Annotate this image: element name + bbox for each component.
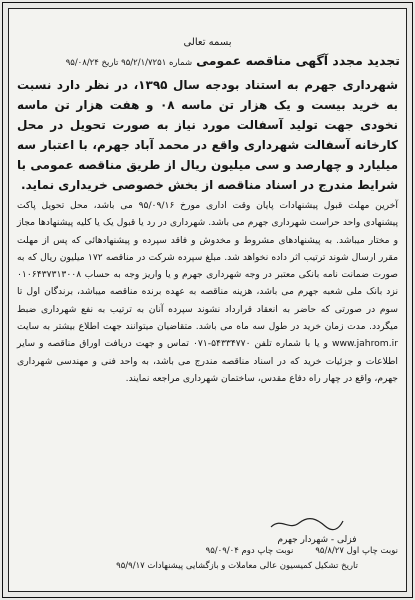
title-line [9,53,406,71]
second-print-date: نوبت چاپ دوم ۹۵/۰۹/۰۴ [205,546,294,556]
first-print-date: نوبت چاپ اول ۹۵/۸/۲۷ [315,546,398,556]
notice-title: تجدید مجدد آگهی مناقصه عمومی [196,53,400,68]
basmala: بسمه تعالی [183,37,232,48]
commission-date: تاریخ تشکیل کمیسیون عالی معاملات و بازگشایی پیشنهادات ۹۵/۹/۱۷ [116,561,358,571]
print-info [17,545,398,573]
terms-paragraph: آخرین مهلت قبول پیشنهادات پایان وقت اداری مورخ ۹۵/۰۹/۱۶ می باشد، محل تحویل پاکت پیشنهادی واحد حراست شهرداری جهرم می باشد. شهرداری در رد یا قبول یک یا کلیه پیشنهادها مجاز و مختار میباشد. به پیشنهادهای مشروط و مخدوش و فاقد سپرده و پیشنهادهائی که پس از مهلت مقرر ارسال شوند ترتیب اثر داده نخواهد شد. مبلغ سپرده شرکت در مناقصه ۱۷۲ میلیون ریال که به صورت ضمانت نامه بانکی معتبر در وجه شهرداری جهرم و یا واریز وجه به حساب ۰۱۰۶۴۳۷۳۱۳۰۰۸ نزد بانک ملی شعبه جهرم می باشد، هزینه مناقصه به عهده برنده مناقصه میباشد، برندگان اول تا سوم در صورتی که حاضر به انعقاد قرارداد نشوند سپرده آنان به ترتیب به نفع شهرداری ضبط میگردد. مدت زمان خرید در طول سه ماه می باشد. متقاضیان میتوانند جهت اطلاع بیشتر به سایت www.jahrom.ir و یا با شماره تلفن ۵۴۳۳۴۷۷۰-۰۷۱ تماس و جهت دریافت اوراق مناقصه و سایر اطلاعات و جزئیات خرید که در اسناد مناقصه مندرج می باشد، به واحد فنی و مهندسی شهرداری جهرم، واقع در چهار راه دفاع مقدس، ساختمان شهرداری مراجعه نمایند. [17,200,399,384]
signature-area [242,515,392,545]
print-dates-row [17,545,398,558]
notice-frame [8,8,407,592]
newspaper-clipping [2,2,413,598]
signer-line: فزلی - شهردار جهرم [277,535,357,545]
signature-scribble-icon [267,515,347,533]
commission-row [17,560,398,573]
lead-paragraph: شهرداری جهرم به استناد بودجه سال ۱۳۹۵، در نظر دارد نسبت به خرید بیست و یک هزار تن ماسه ۰۸ و هفت هزار تن ماسه نخودی جهت تولید آسفالت مورد نیاز به صورت تحویل در محل کارخانه آسفالت شهرداری واقع در محمد آباد جهرم، با اعتبار سه میلیارد و چهارصد و سی میلیون ریال از طریق مناقصه عمومی با شرایط مندرج در اسناد مناقصه از بخش خصوصی خریداری نماید. [17,78,398,192]
ad-number-date: شماره ۹۵/۲/۱/۷۲۵۱ تاریخ ۹۵/۰۸/۲۴ [65,58,193,68]
